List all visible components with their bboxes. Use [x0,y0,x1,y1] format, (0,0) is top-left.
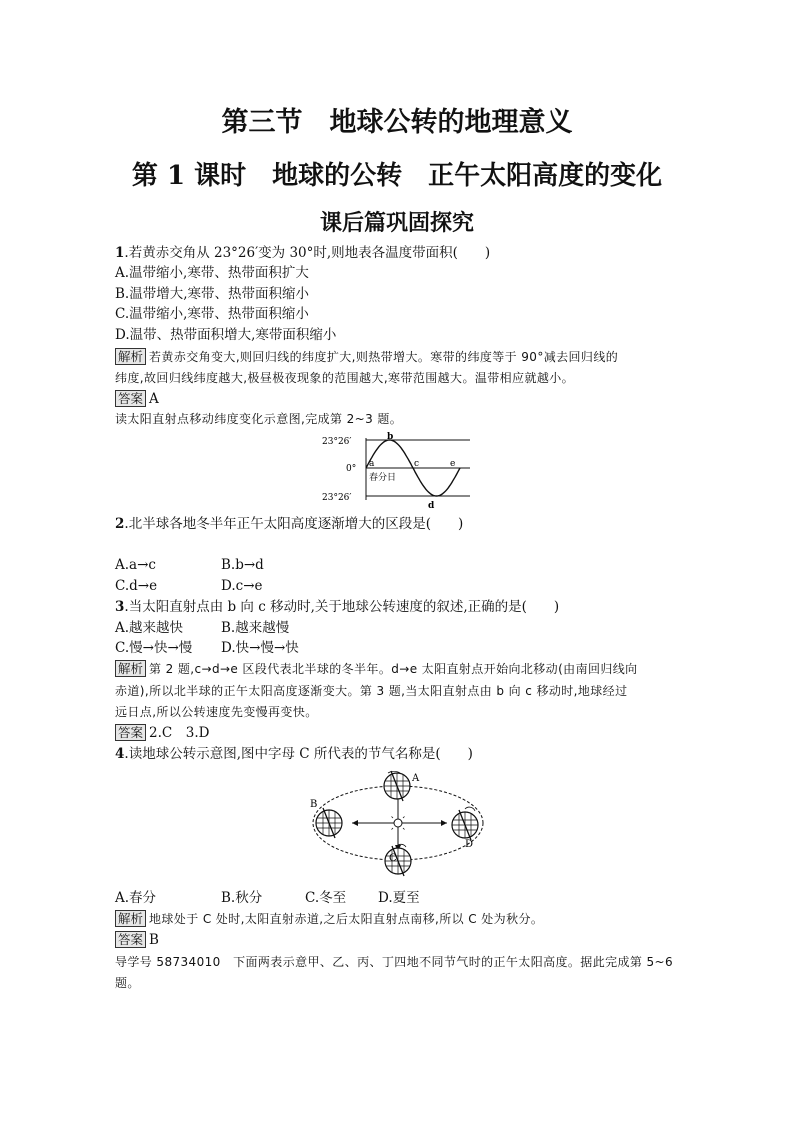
earth-d [452,807,478,840]
earth-a [384,771,410,801]
q2-number: 2 [115,516,125,532]
q1-stem [115,244,490,262]
q2-q3-answer [115,724,209,742]
q3-analysis-text2: 赤道),所以北半球的正午太阳高度逐渐变大。第 3 题,当太阳直射点由 b 向 c 移动时,地球经过 [115,684,628,698]
q4-option-d: D.夏至 [378,890,420,906]
intro-2-3: 读太阳直射点移动纬度变化示意图,完成第 2~3 题。 [115,412,403,426]
q4-number: 4 [115,746,125,762]
q2-text: .北半球各地冬半年正午太阳高度逐渐增大的区段是( ) [124,516,464,532]
label-d: D [465,839,474,850]
q4-option-c: C.冬至 [305,890,347,906]
q1-analysis-line2 [115,369,574,387]
q1-option-b: B.温带增大,寒带、热带面积缩小 [115,286,310,302]
footer-line1: 导学号 58734010 下面两表示意甲、乙、丙、丁四地不同节气时的正午太阳高度。据此完成第 5~6 [115,955,674,969]
q3-stem [115,598,559,616]
q1-answer-value: A [149,391,159,407]
earth-b [316,808,342,838]
q3-analysis-line2 [115,682,627,700]
section-title: 第三节 地球公转的地理意义 [221,107,573,138]
analysis-label: 解析 [115,348,146,365]
q3-option-d: D.快→慢→快 [221,640,299,656]
q3-analysis-text1: 第 2 题,c→d→e 区段代表北半球的冬半年。d→e 太阳直射点开始向北移动(由南回归线向 [149,662,638,676]
lat-top-label: 23°26′ [322,437,352,447]
analysis-label: 解析 [115,660,146,677]
q4-text: .读地球公转示意图,图中字母 C 所代表的节气名称是( ) [124,746,473,762]
q2-option-a: A.a→c [115,557,156,573]
q1-text: .若黄赤交角从 23°26′变为 30°时,则地表各温度带面积( ) [124,245,491,261]
q4-option-a: A.春分 [115,890,157,906]
footer-line2: 题。 [115,976,140,990]
q1-analysis-line1 [115,348,618,366]
q4-answer [115,931,159,949]
label-b: B [310,799,318,810]
q3-text: .当太阳直射点由 b 向 c 移动时,关于地球公转速度的叙述,正确的是( ) [124,599,560,615]
q1-option-d: D.温带、热带面积增大,寒带面积缩小 [115,327,337,343]
spring-equinox-caption: 春分日 [369,473,397,483]
q1-analysis-text2: 纬度,故回归线纬度越大,极昼极夜现象的范围越大,寒带范围越大。温带相应就越小。 [115,371,575,385]
q4-answer-value: B [149,932,159,948]
q1-analysis-text1: 若黄赤交角变大,则回归线的纬度扩大,则热带增大。寒带的纬度等于 90°减去回归线的 [149,350,619,364]
q4-stem [115,745,473,763]
q4-analysis [115,910,543,928]
q3-analysis-text3: 远日点,所以公转速度先变慢再变快。 [115,705,318,719]
q4-option-b: B.秋分 [221,890,263,906]
q3-option-c: C.慢→快→慢 [115,640,193,656]
sun-icon [394,819,402,827]
q2-stem [115,515,463,533]
q3-number: 3 [115,599,125,615]
q1-option-a: A.温带缩小,寒带、热带面积扩大 [115,265,309,281]
q4-analysis-text: 地球处于 C 处时,太阳直射赤道,之后太阳直射点南移,所以 C 处为秋分。 [149,912,544,926]
lat-zero-label: 0° [346,464,357,474]
arrow-right-icon [441,820,447,826]
label-c: C [389,853,397,864]
q2-option-d: D.c→e [221,578,263,594]
q1-number: 1 [115,245,125,261]
q2-option-b: B.b→d [221,557,264,573]
q3-option-a: A.越来越快 [115,620,184,636]
q1-option-c: C.温带缩小,寒带、热带面积缩小 [115,306,309,322]
analysis-label: 解析 [115,910,146,927]
q2-option-c: C.d→e [115,578,158,594]
q2-q3-answer-value: 2.C 3.D [149,725,210,741]
point-a-label: a [369,459,375,469]
q3-option-b: B.越来越慢 [221,620,290,636]
arrow-left-icon [352,820,358,826]
answer-label: 答案 [115,931,146,948]
q1-answer [115,390,159,408]
direct-point-figure [320,430,480,510]
lat-bottom-label: 23°26′ [322,493,352,503]
answer-label: 答案 [115,724,146,741]
point-e-label: e [450,459,456,469]
page-subtitle: 课后篇巩固探究 [319,210,474,236]
point-d-label: d [428,501,435,510]
point-b-label: b [387,432,394,442]
point-c-label: c [414,459,420,469]
q3-analysis-line3 [115,703,318,721]
lesson-title: 第 1 课时 地球的公转 正午太阳高度的变化 [131,161,663,191]
label-a: A [412,773,420,784]
answer-label: 答案 [115,390,146,407]
revolution-figure [305,763,495,883]
q3-analysis-line1 [115,660,638,678]
